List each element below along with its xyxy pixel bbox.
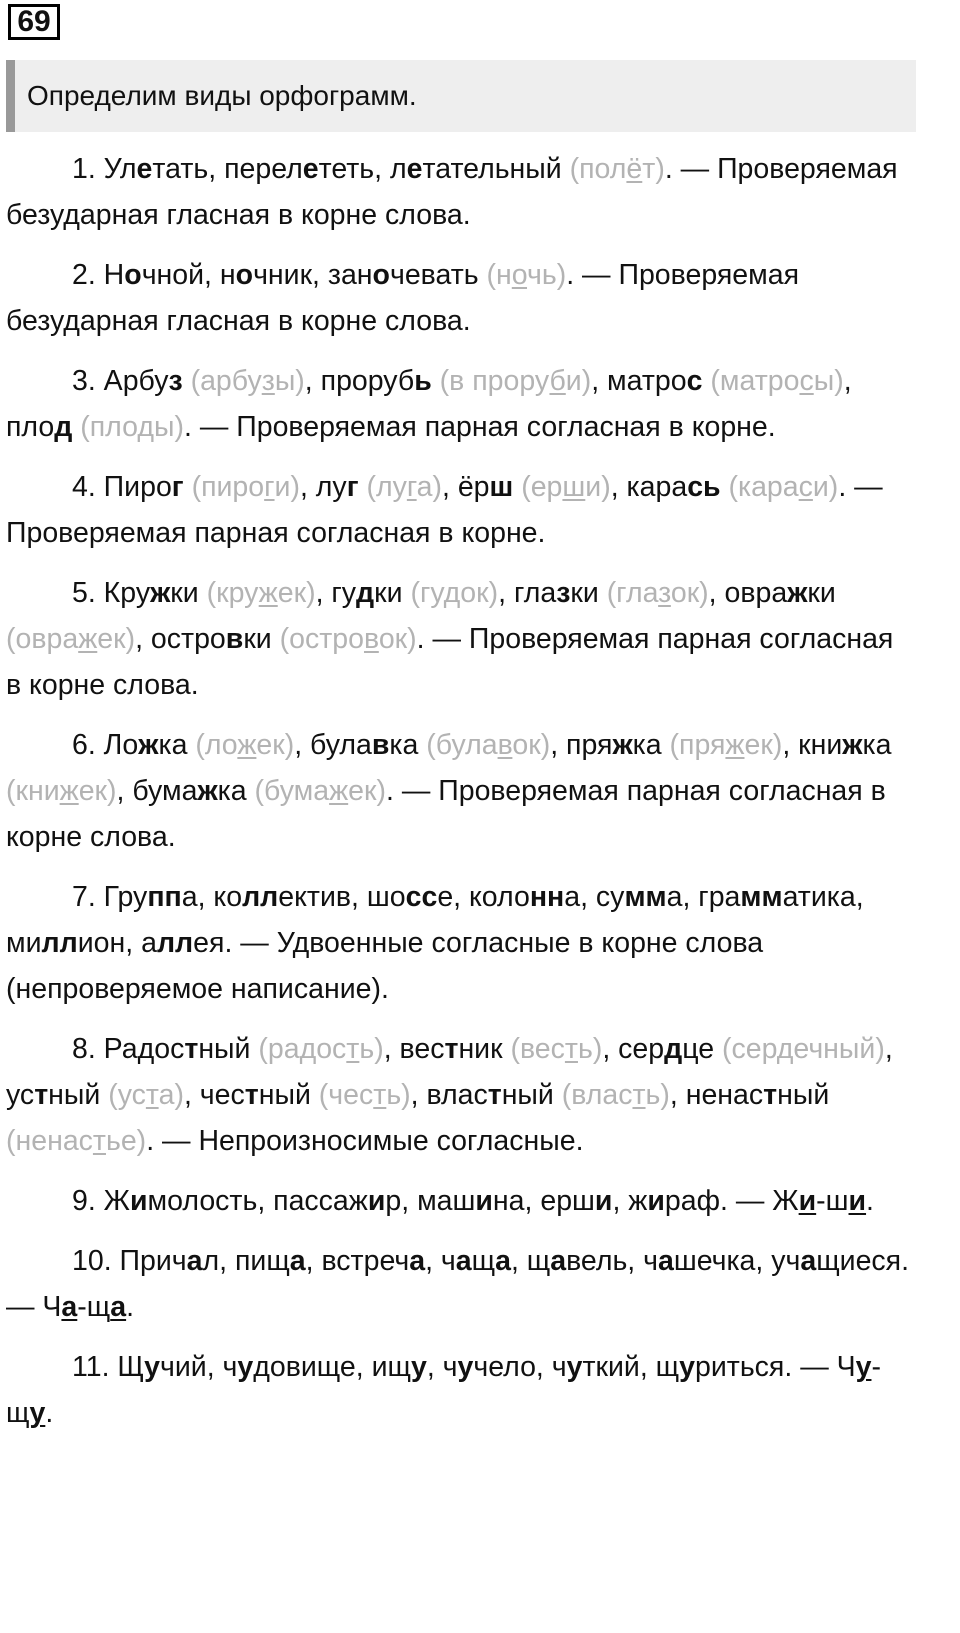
check-word: (кни — [6, 775, 60, 807]
check-word-letter: з — [261, 365, 275, 397]
check-word: (бума — [254, 775, 330, 807]
text-segment: ея. — Удвоенные согласные в корне слова (непроверяемое написание). — [6, 927, 764, 1005]
check-word: ек) — [744, 729, 783, 761]
text-segment: -ш — [816, 1185, 849, 1217]
check-word: чь) — [527, 259, 567, 291]
spelling-letter: у — [566, 1351, 583, 1383]
check-word: и) — [274, 471, 300, 503]
text-segment: ки — [243, 623, 280, 655]
spelling-letter: д — [54, 411, 73, 443]
check-word-letter: ж — [725, 729, 745, 761]
text-segment: . — Проверяемая безударная гласная в корне слова. — [6, 259, 800, 337]
check-word: (вес — [510, 1033, 565, 1065]
check-word: ы) — [274, 365, 305, 397]
spelling-letter: лл — [156, 927, 194, 959]
text-segment: 6. Ло — [72, 729, 139, 761]
check-word-letter: т — [373, 1079, 387, 1111]
check-word-letter: д — [137, 411, 154, 443]
text-segment: ный — [501, 1079, 562, 1111]
answer-paragraph-1 — [6, 146, 916, 238]
text-segment: ка — [632, 729, 670, 761]
spelling-letter: и — [594, 1185, 613, 1217]
text-segment: . — [45, 1397, 54, 1429]
text-segment: 1. Ул — [72, 153, 137, 185]
spelling-letter: т — [34, 1079, 49, 1111]
text-segment: , ус — [6, 1033, 893, 1111]
check-word-letter: т — [346, 1033, 360, 1065]
check-word: ек) — [97, 623, 136, 655]
spelling-letter: а — [657, 1245, 674, 1277]
text-segment: . — Непроизносимые согласные. — [146, 1125, 584, 1157]
text-segment: чной, н — [141, 259, 236, 291]
check-word: (н — [486, 259, 512, 291]
check-word: (гу — [410, 577, 444, 609]
text-segment: ткий, щ — [582, 1351, 680, 1383]
answer-paragraph-5 — [6, 570, 916, 708]
answer-text — [6, 146, 916, 1450]
check-word: (пло — [80, 411, 138, 443]
spelling-letter: г — [171, 471, 184, 503]
text-segment: ка — [389, 729, 427, 761]
text-segment: ный — [198, 1033, 259, 1065]
text-segment: , матро — [591, 365, 687, 397]
check-word-letter: в — [497, 729, 513, 761]
check-word: ок) — [670, 577, 709, 609]
spelling-letter: и — [130, 1185, 148, 1217]
check-word: ь) — [386, 1079, 411, 1111]
text-segment: ный — [777, 1079, 830, 1111]
answer-paragraph-7 — [6, 874, 916, 1012]
check-word: и) — [565, 365, 592, 397]
text-segment: чий, ч — [160, 1351, 238, 1383]
text-segment: . — [866, 1185, 874, 1217]
rule-letter: у — [855, 1351, 872, 1383]
spelling-letter: ж — [842, 729, 863, 761]
check-word: ы) — [813, 365, 844, 397]
text-segment: 9. Ж — [72, 1185, 131, 1217]
text-segment: шечка, уч — [673, 1245, 801, 1277]
answer-paragraph-2 — [6, 252, 916, 344]
text-segment: , ч — [425, 1245, 456, 1277]
spelling-letter: а — [550, 1245, 567, 1277]
check-word: ок) — [512, 729, 551, 761]
rule-letter: у — [29, 1397, 46, 1429]
text-segment: ки — [807, 577, 836, 609]
text-segment: 7. Гру — [72, 881, 148, 913]
text-segment: , гла — [498, 577, 557, 609]
check-word: ь) — [645, 1079, 670, 1111]
check-word-letter: ё — [626, 153, 643, 185]
check-word-letter: д — [443, 577, 461, 609]
spelling-letter: а — [186, 1245, 203, 1277]
text-segment: а, су — [564, 881, 625, 913]
spelling-letter: е — [302, 153, 319, 185]
text-segment: , остро — [135, 623, 226, 655]
check-word-letter: г — [406, 471, 417, 503]
spelling-letter: а — [455, 1245, 472, 1277]
spelling-letter: о — [124, 259, 142, 291]
text-segment: ки — [570, 577, 607, 609]
check-word: ь) — [577, 1033, 603, 1065]
check-word: (чес — [318, 1079, 374, 1111]
spelling-letter: о — [235, 259, 254, 291]
text-segment — [432, 365, 440, 397]
check-word-letter: о — [511, 259, 528, 291]
text-segment: ка — [862, 729, 892, 761]
spelling-letter: сс — [405, 881, 438, 913]
check-word: (сер — [721, 1033, 777, 1065]
text-segment: щ — [471, 1245, 496, 1277]
text-segment: , влас — [410, 1079, 488, 1111]
spelling-letter: т — [244, 1079, 259, 1111]
check-word-letter: б — [549, 365, 566, 397]
check-word: и) — [812, 471, 839, 503]
spelling-letter: т — [184, 1033, 199, 1065]
text-segment: 2. Н — [72, 259, 125, 291]
spelling-letter: ж — [150, 577, 171, 609]
check-word: (арбу — [190, 365, 262, 397]
check-word-letter: с — [799, 365, 814, 397]
spelling-letter: лл — [41, 927, 78, 959]
spelling-letter: ж — [197, 775, 218, 807]
check-word: (гла — [606, 577, 659, 609]
spelling-letter: з — [556, 577, 571, 609]
text-segment: чник, зан — [253, 259, 373, 291]
text-segment: , встреч — [305, 1245, 410, 1277]
check-word-letter: ж — [78, 623, 98, 655]
check-word: (кру — [206, 577, 259, 609]
check-word: (радос — [258, 1033, 347, 1065]
spelling-letter: с — [686, 365, 703, 397]
spelling-letter: в — [225, 623, 244, 655]
text-segment: , пло — [6, 365, 852, 443]
check-word: (пиро — [191, 471, 265, 503]
text-segment: -щ — [6, 1351, 881, 1429]
check-word: (влас — [561, 1079, 633, 1111]
check-word: а) — [416, 471, 442, 503]
answer-paragraph-11 — [6, 1344, 916, 1436]
text-segment: ка — [217, 775, 255, 807]
check-word-letter: д — [776, 1033, 794, 1065]
spelling-letter: сь — [687, 471, 721, 503]
text-segment: 5. Кру — [72, 577, 151, 609]
text-segment: чевать — [389, 259, 487, 291]
text-segment: . — Проверяемая парная согласная в корне слова. — [6, 775, 886, 853]
text-segment: . — Проверяемая парная согласная в корне слова. — [6, 623, 894, 701]
spelling-letter: г — [346, 471, 359, 503]
spelling-letter: д — [356, 577, 375, 609]
check-word-letter: ж — [59, 775, 79, 807]
text-segment: , вес — [383, 1033, 445, 1065]
rule-letter: и — [798, 1185, 817, 1217]
text-segment: л, пищ — [202, 1245, 290, 1277]
text-segment: , кни — [782, 729, 843, 761]
text-segment: . — Проверяемая парная согласная в корне. — [183, 411, 776, 443]
spelling-letter: т — [444, 1033, 459, 1065]
text-segment: , овра — [708, 577, 788, 609]
check-word: а) — [158, 1079, 184, 1111]
text-segment: щиеся. — Ч — [6, 1245, 910, 1323]
text-segment: , сер — [602, 1033, 665, 1065]
spelling-letter: и — [367, 1185, 386, 1217]
text-segment: , гу — [315, 577, 357, 609]
text-segment: молость, пассаж — [147, 1185, 368, 1217]
check-word: ы) — [154, 411, 184, 443]
spelling-letter: ь — [414, 365, 432, 397]
spelling-letter: у — [144, 1351, 160, 1383]
spelling-letter: д — [664, 1033, 683, 1065]
text-segment: 4. Пиро — [72, 471, 172, 503]
spelling-letter: ж — [138, 729, 159, 761]
text-segment: , кара — [610, 471, 688, 503]
text-segment: 10. Прич — [72, 1245, 187, 1277]
text-segment — [721, 471, 729, 503]
check-word: ек) — [256, 729, 295, 761]
text-segment: риться. — Ч — [695, 1351, 856, 1383]
answer-paragraph-10 — [6, 1238, 916, 1330]
spelling-letter: а — [800, 1245, 817, 1277]
text-segment: , була — [294, 729, 372, 761]
spelling-letter: и — [475, 1185, 493, 1217]
check-word: (пол — [569, 153, 627, 185]
text-segment: . — [126, 1291, 135, 1323]
check-word: (кара — [728, 471, 799, 503]
text-segment: на, ерш — [492, 1185, 595, 1217]
spelling-letter: о — [372, 259, 390, 291]
check-word: (ер — [521, 471, 563, 503]
text-segment: вель, ч — [566, 1245, 658, 1277]
answer-paragraph-6 — [6, 722, 916, 860]
check-word: ь) — [359, 1033, 384, 1065]
text-segment: ки — [170, 577, 207, 609]
check-word: т) — [642, 153, 665, 185]
text-segment: теть, л — [318, 153, 407, 185]
text-segment: ки — [374, 577, 411, 609]
spelling-letter: у — [457, 1351, 474, 1383]
text-segment: . — Проверяемая безударная гласная в корне слова. — [6, 153, 898, 231]
check-word: (в прору — [439, 365, 550, 397]
text-segment: тать, перел — [152, 153, 303, 185]
check-word: ок) — [378, 623, 417, 655]
text-segment: 8. Радос — [72, 1033, 185, 1065]
spelling-letter: мм — [740, 881, 783, 913]
check-word: ье) — [105, 1125, 147, 1157]
check-word-letter: т — [92, 1125, 106, 1157]
text-segment: це — [682, 1033, 722, 1065]
rule-letter: и — [848, 1185, 867, 1217]
text-segment: , пря — [550, 729, 613, 761]
check-word: ек) — [78, 775, 117, 807]
text-segment: , щ — [510, 1245, 551, 1277]
text-segment — [183, 365, 191, 397]
text-segment: , ж — [612, 1185, 648, 1217]
text-segment: ектив, шо — [278, 881, 406, 913]
check-word-letter: в — [363, 623, 379, 655]
text-segment: ион, а — [77, 927, 157, 959]
check-word-letter: ш — [562, 471, 586, 503]
text-segment: ник — [458, 1033, 511, 1065]
spelling-letter: ш — [489, 471, 514, 503]
text-segment: , лу — [299, 471, 347, 503]
text-segment: -щ — [77, 1291, 111, 1323]
rule-letter: а — [61, 1291, 78, 1323]
check-word-letter: г — [264, 471, 275, 503]
text-segment: , проруб — [304, 365, 415, 397]
check-word: (матро — [710, 365, 800, 397]
spelling-letter: ж — [612, 729, 633, 761]
answer-paragraph-9 — [6, 1178, 916, 1224]
text-segment: ный — [258, 1079, 319, 1111]
check-word: ек) — [277, 577, 316, 609]
answer-header-text: Определим виды орфограмм. — [27, 80, 417, 111]
check-word: ек) — [348, 775, 386, 807]
check-word-letter: т — [145, 1079, 159, 1111]
spelling-letter: е — [406, 153, 423, 185]
check-word: (ус — [108, 1079, 146, 1111]
check-word-letter: ж — [237, 729, 257, 761]
check-word-letter: с — [798, 471, 813, 503]
text-segment: атика, ми — [6, 881, 864, 959]
text-segment: , ненас — [669, 1079, 764, 1111]
spelling-letter: ж — [787, 577, 808, 609]
spelling-letter: а — [289, 1245, 306, 1277]
spelling-letter: пп — [147, 881, 182, 913]
spelling-letter: у — [237, 1351, 254, 1383]
text-segment: 3. Арбу — [72, 365, 169, 397]
rule-letter: а — [110, 1291, 127, 1323]
text-segment: ный — [48, 1079, 109, 1111]
check-word: (лу — [366, 471, 407, 503]
check-word: ечный) — [793, 1033, 885, 1065]
text-segment — [184, 471, 192, 503]
spelling-letter: лл — [242, 881, 279, 913]
exercise-number: 69 — [8, 4, 60, 40]
text-segment: а, ко — [181, 881, 243, 913]
answer-paragraph-8 — [6, 1026, 916, 1164]
text-segment: 11. Щ — [72, 1351, 145, 1383]
spelling-letter: мм — [624, 881, 667, 913]
answer-paragraph-4 — [6, 464, 916, 556]
text-segment: е, коло — [437, 881, 530, 913]
check-word: и) — [585, 471, 611, 503]
text-segment: , чес — [183, 1079, 245, 1111]
text-segment: , ч — [426, 1351, 458, 1383]
answer-paragraph-3 — [6, 358, 916, 450]
text-segment: р, маш — [385, 1185, 476, 1217]
check-word: (ло — [195, 729, 238, 761]
spelling-letter: т — [763, 1079, 778, 1111]
text-segment: а, гра — [666, 881, 741, 913]
check-word: (ненас — [6, 1125, 93, 1157]
check-word: (була — [426, 729, 498, 761]
spelling-letter: и — [647, 1185, 665, 1217]
check-word-letter: ж — [329, 775, 349, 807]
text-segment: ка — [158, 729, 196, 761]
spelling-letter: у — [410, 1351, 427, 1383]
text-segment: . — Проверяемая парная согласная в корне. — [6, 471, 883, 549]
spelling-letter: а — [495, 1245, 511, 1277]
check-word-letter: з — [658, 577, 671, 609]
spelling-letter: у — [679, 1351, 695, 1383]
text-segment: , бума — [116, 775, 198, 807]
answer-header-banner — [6, 60, 916, 132]
check-word-letter: т — [632, 1079, 646, 1111]
check-word-letter: т — [564, 1033, 578, 1065]
check-word: ок) — [460, 577, 499, 609]
text-segment: чело, ч — [473, 1351, 567, 1383]
check-word: (пря — [669, 729, 726, 761]
text-segment: раф. — Ж — [664, 1185, 799, 1217]
check-word: (овра — [6, 623, 79, 655]
check-word: (остро — [279, 623, 364, 655]
spelling-letter: з — [168, 365, 183, 397]
spelling-letter: в — [371, 729, 390, 761]
check-word-letter: ж — [258, 577, 278, 609]
spelling-letter: нн — [529, 881, 565, 913]
text-segment: тательный — [422, 153, 570, 185]
spelling-letter: а — [409, 1245, 426, 1277]
spelling-letter: т — [487, 1079, 502, 1111]
spelling-letter: е — [136, 153, 153, 185]
text-segment: довище, ищ — [253, 1351, 411, 1383]
text-segment: , ёр — [441, 471, 490, 503]
